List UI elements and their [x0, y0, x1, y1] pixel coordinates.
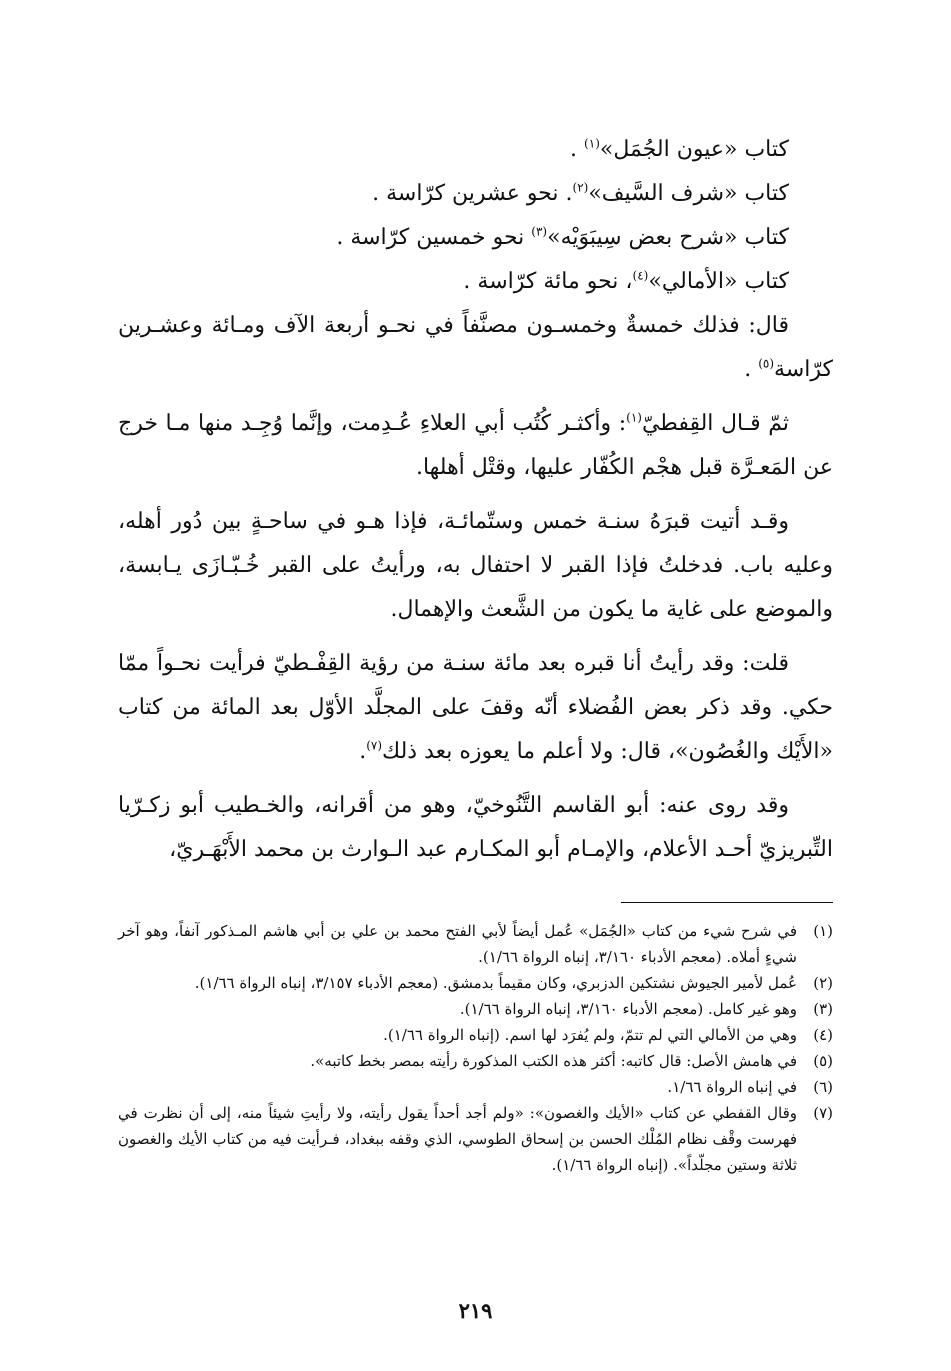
footnote-number: (٥): [813, 1052, 833, 1070]
paragraph-lead: وقـد أتيت قبرَهُ سنـة خمس وستّمائـة، فإذا هـو في ساحـةٍ بين دُور أهله، وعليه باب. فدخلتُ فإذا القبر لا احتفال به، ورأيتُ على القبر خُـبّـازَى يـابسة، والموضع على غاية ما يكون من الشَّعث والإهمال.: [118, 509, 833, 622]
footnote-text: في شرح شيء من كتاب «الجُمَل» عُمل أيضاً لأبي الفتح محمد بن علي بن أبي هاشم المـذكور آنفاً، وهو آخر شيءٍ أملاه. (معجم الأدباء ٣/١٦٠، إنباه الرواة ١/٦٦).: [118, 922, 797, 966]
footnote-text: في إنباه الرواة ١/٦٦.: [667, 1078, 797, 1096]
footnote-ref[interactable]: (٤): [632, 268, 649, 283]
paragraph-rest: : وأكثـر كُتُب أبي العلاءِ عُـدِمت، وإنَّما وُجِـد منها مـا خرج عن المَعـرَّة قبل هجْم الكُفّار عليها، وقتْل أهلها.: [118, 411, 833, 480]
paragraph-lead: قلت: وقد رأيتُ أنا قبره بعد مائة سنـة من رؤية القِفْـطيّ فرأيت نحـواً ممّا حكي. وقد ذكر بعض الفُضلاء أنّه وقفَ على المجلَّد الأوّل بعد المائة من كتاب «الأَيْك والغُصُون»، قال: ولا أعلم ما يعوزه بعد ذلك: [118, 651, 833, 764]
paragraph-lead: ثمّ قـال القِفطيّ: [641, 411, 789, 436]
book-entry-tail: . نحو عشرين كرّاسة .: [372, 181, 573, 206]
footnote: [118, 918, 833, 970]
book-entry: [118, 172, 833, 216]
book-entry-text: كتاب «الأمالي»: [648, 269, 789, 294]
footnote: [118, 1074, 833, 1100]
summary-paragraph: [118, 304, 833, 392]
footnote-ref[interactable]: (١): [626, 410, 642, 425]
book-entry-text: كتاب «شرف السَّيف»: [588, 181, 789, 206]
footnote-ref[interactable]: (١): [584, 136, 600, 151]
footnote-number: (٧): [813, 1104, 833, 1122]
page-number: ٢١٩: [458, 1298, 493, 1323]
paragraph-qifti: [118, 402, 833, 490]
book-entry-tail: .: [570, 137, 585, 162]
summary-tail: .: [744, 357, 759, 382]
footnote: [118, 1100, 833, 1178]
footnote-text: وهو غير كامل. (معجم الأدباء ٣/١٦٠، إنباه الرواة ١/٦٦).: [459, 1000, 797, 1018]
paragraph-grave-visit: [118, 500, 833, 632]
footnote-ref[interactable]: (٧): [366, 738, 383, 753]
footnote: [118, 996, 833, 1022]
book-entry: [118, 128, 833, 172]
footnote: [118, 970, 833, 996]
footnote-text: وهي من الأمالي التي لم تتمّ، ولم يُفرَد لها اسم. (إنباه الرواة ١/٦٦).: [383, 1026, 797, 1044]
book-entry: [118, 216, 833, 260]
book-entry: [118, 260, 833, 304]
summary-text: قال: فذلك خمسةٌ وخمسـون مصنَّفاً في نحـو أربعة الآف ومـائة وعشـرين كرّاسة: [118, 313, 833, 382]
footnote-number: (٢): [813, 974, 833, 992]
footnote: [118, 1022, 833, 1048]
paragraph-narrators: [118, 784, 833, 872]
footnote-separator: [621, 902, 833, 903]
footnote-number: (٦): [813, 1078, 833, 1096]
main-text: [118, 128, 833, 872]
paragraph-rest: .: [359, 739, 367, 764]
paragraph-author-note: [118, 642, 833, 774]
book-entry-tail: نحو خمسين كرّاسة .: [336, 225, 532, 250]
footnote-number: (٣): [813, 1000, 833, 1018]
footnote-text: في هامش الأصل: قال كاتبه: أكثر هذه الكتب المذكورة رأيته بمصر بخط كاتبه».: [310, 1052, 797, 1070]
book-entry-text: كتاب «شرح بعض سِيبَوَيْه»: [547, 225, 789, 250]
book-entry-text: كتاب «عيون الجُمَل»: [599, 137, 789, 162]
footnote-number: (٤): [813, 1026, 833, 1044]
book-entry-tail: ، نحو مائة كرّاسة .: [463, 269, 633, 294]
footnote: [118, 1048, 833, 1074]
footnote-ref[interactable]: (٢): [572, 180, 589, 195]
footnote-number: (١): [813, 922, 833, 940]
footnote-ref[interactable]: (٥): [758, 356, 775, 371]
footnote-text: عُمل لأمير الجيوش نشتكين الدزبري، وكان مقيماً بدمشق. (معجم الأدباء ٣/١٥٧، إنباه الرواة ١/٦٦).: [194, 974, 797, 992]
footnotes: [118, 918, 833, 1178]
footnote-text: وقال القفطي عن كتاب «الأيك والغصون»: «ولم أجد أحداً يقول رأيته، ولا رأيتِ شيئاً منه، إلى أن نظرت في فهرست وقْف نظام المُلْك الحسن بن إسحاق الطوسي، الذي وقفه ببغداد، فـرأيت فيه من كتاب الأيك والغصون ثلاثة وستين مجلّداً». (إنباه الرواة ١/٦٦).: [118, 1104, 797, 1174]
footnote-ref[interactable]: (٣): [531, 224, 548, 239]
paragraph-lead: وقد روى عنه: أبو القاسم التَّنُوخيّ، وهو من أقرانه، والخـطيب أبو زكـرّيا التِّبريزيّ أحـد الأعلام، والإمـام أبو المكـارم عبد الـوارث بن محمد الأَبْهَـريّ،: [118, 793, 833, 862]
